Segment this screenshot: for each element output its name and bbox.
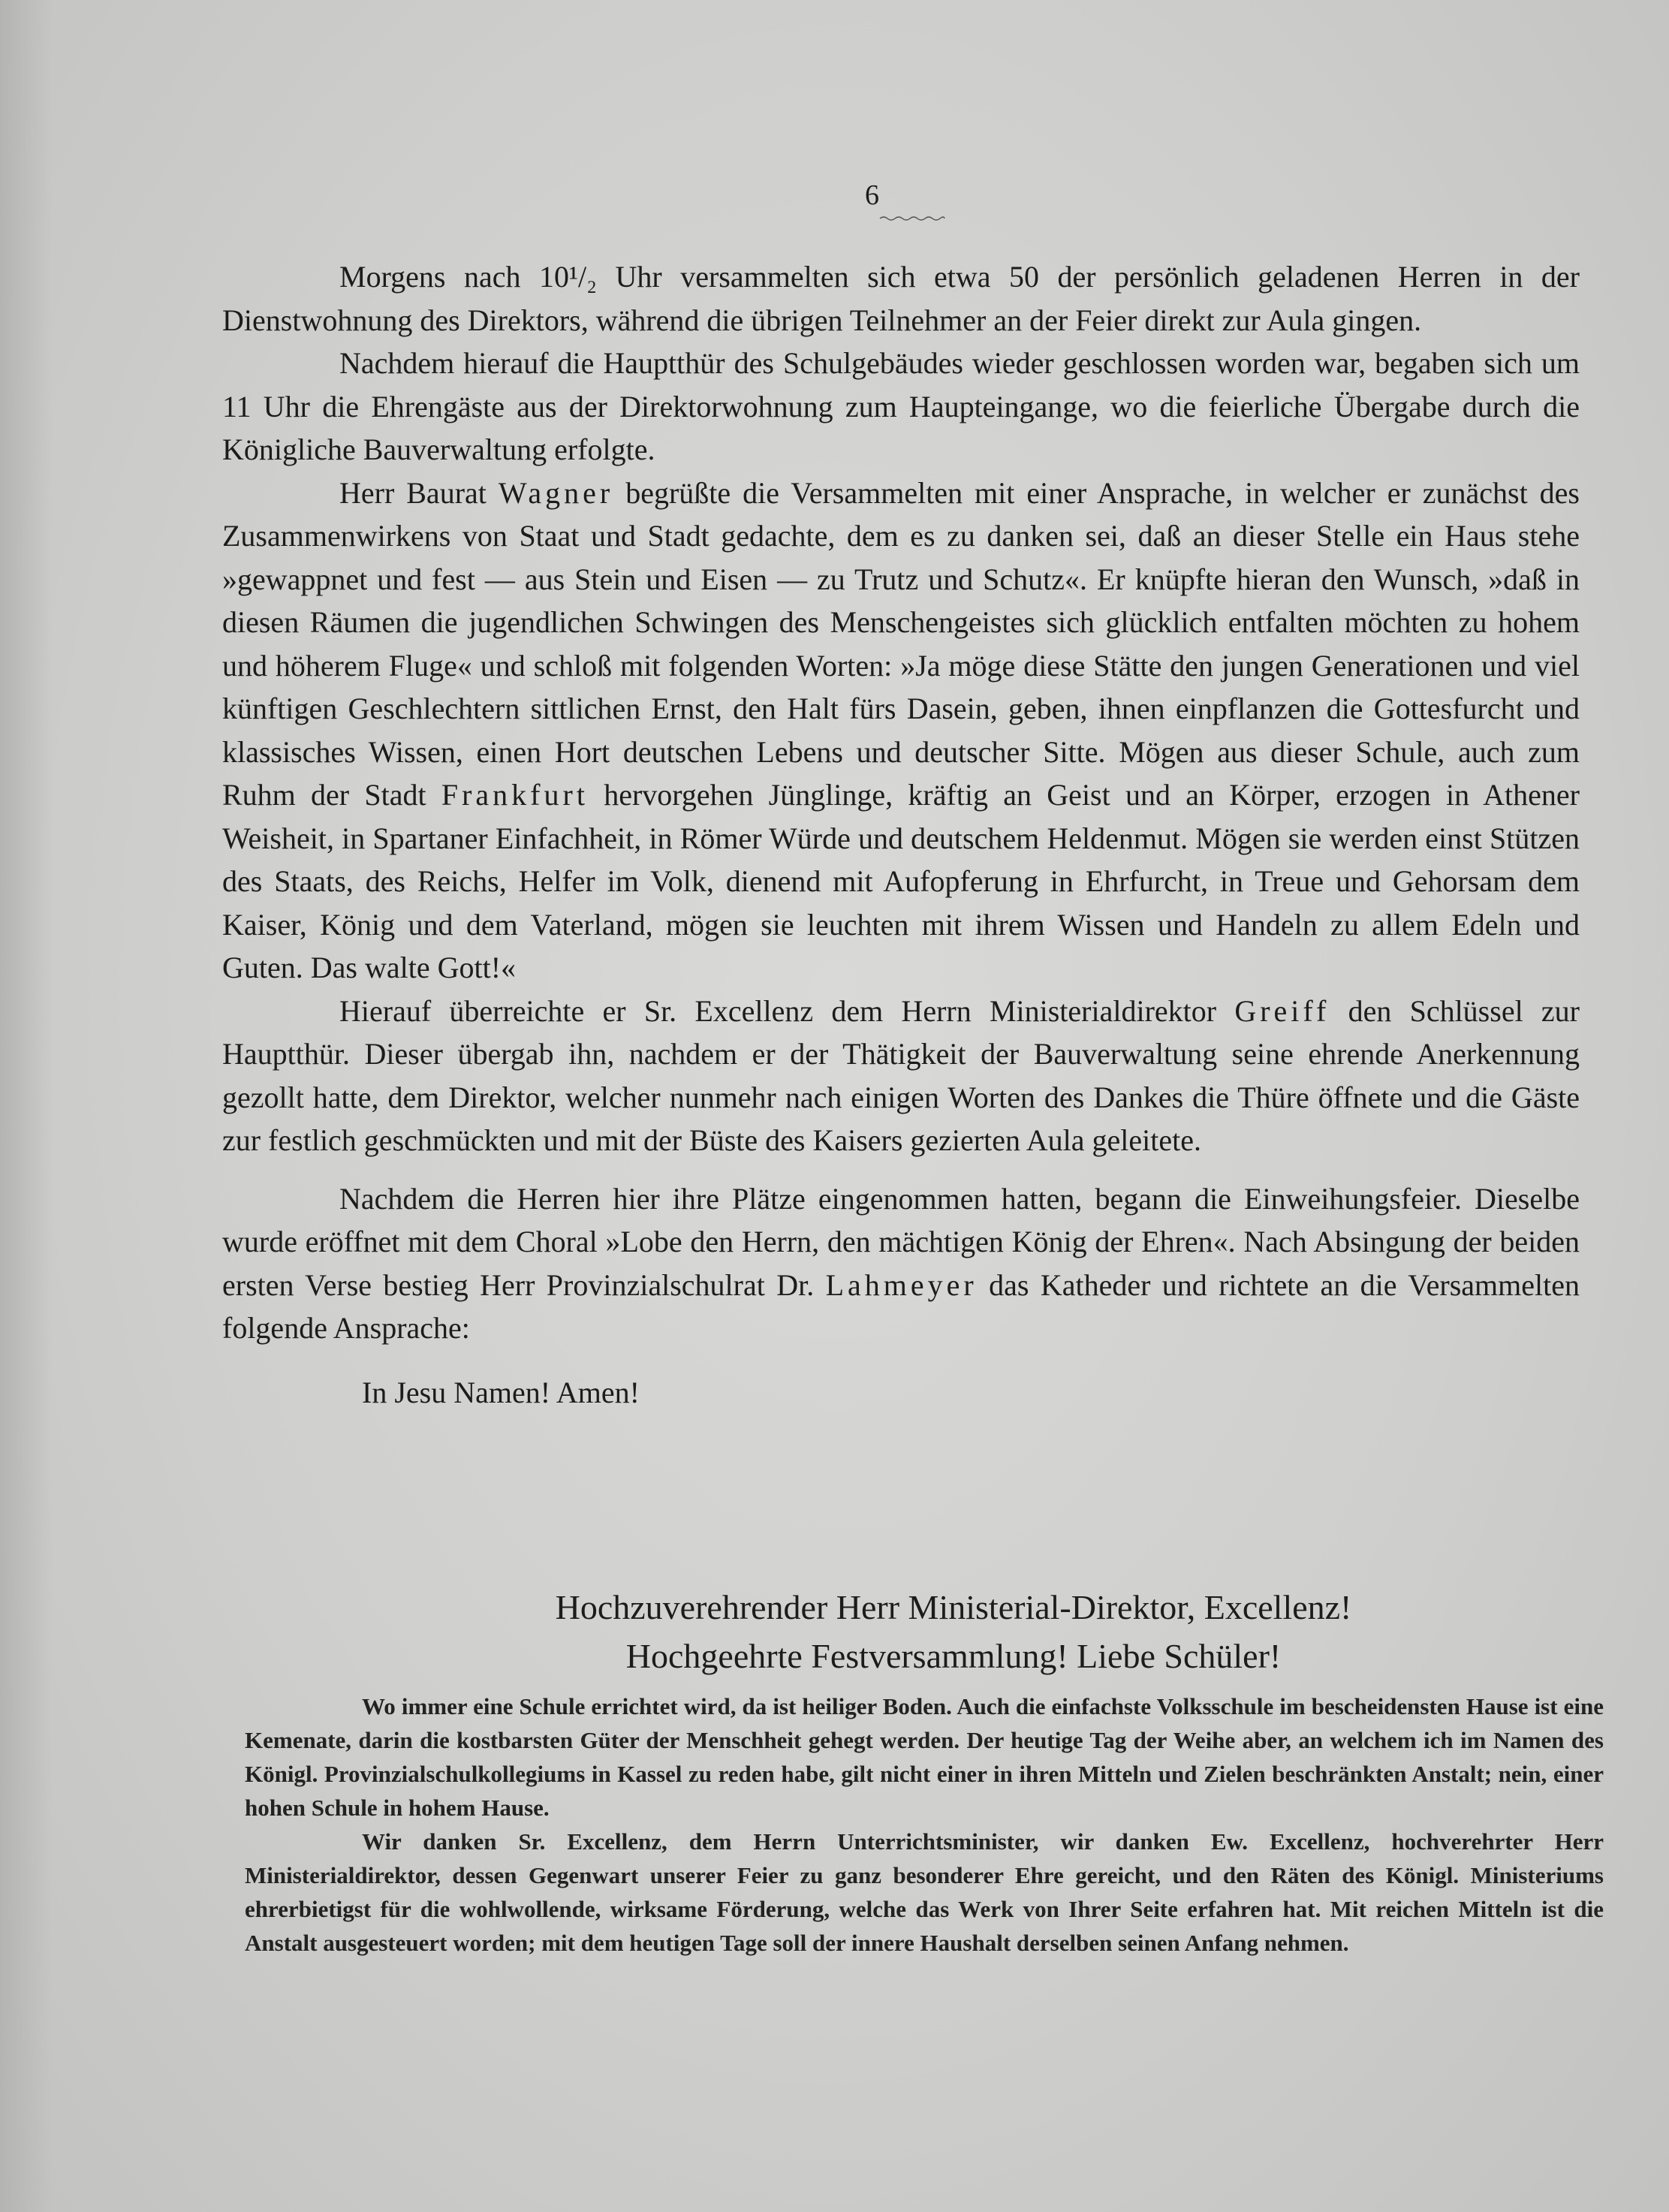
paragraph-baurat-speech — [222, 472, 1580, 990]
paragraph-morning-assembly: Morgens nach 10¹/₂ Uhr versammelten sich etwa 50 der persönlich geladenen Herren in der Dienstwohnung des Direktors, während die übrigen Teilnehmer an der Feier direkt zur Aula gingen. — [222, 260, 1580, 337]
person-name-wagner: Wagner — [498, 475, 614, 510]
speech-paragraph-2: Wir danken Sr. Excellenz, dem Herrn Unterrichtsminister, wir danken Ew. Excellenz, hochverehrter Herr Ministerialdirektor, dessen Gegenwart unserer Feier zu ganz besonderer Ehre gereicht, und den Räten des Königl. Ministeriums ehrerbietigst für die wohlwollende, wirksame Förderung, welche das Werk von Ihrer Seite erfahren hat. Mit reichen Mitteln ist die Anstalt ausgesteuert worden; mit dem heutigen Tage soll der innere Haushalt derselben seinen Anfang nehmen. — [245, 1828, 1604, 1956]
page-number-ornament — [878, 215, 946, 222]
page-number: 6 — [865, 179, 879, 211]
paragraph-text: Herr Baurat — [339, 475, 499, 510]
body-text — [222, 255, 1580, 1414]
paragraph-text: das Katheder und richtete an die Versammelten folgende Ansprache: — [222, 1267, 1580, 1345]
paragraph-text: begrüßte die Versammelten mit einer Ansprache, in welcher er zunächst des Zusammenwirkens von Staat und Stadt gedachte, dem es zu danken sei, daß an dieser Stelle ein Haus stehe »gewappnet und fest — aus Stein und Eisen — zu Trutz und Schutz«. Er knüpfte hieran den Wunsch, »daß in diesen Räumen die jugendlichen Schwingen des Menschengeistes sich glücklich entfalten möchten zu hohem und höherem Fluge« und schloß mit folgenden Worten: »Ja möge diese Stätte den jungen Generationen und viel künftigen Geschlechtern sittlichen Ernst, den Halt fürs Dasein, geben, ihnen einpflanzen die Gottesfurcht und klassisches Wissen, einen Hort deutschen Lebens und deutscher Sitte. Mögen aus dieser Schule, auch zum Ruhm der Stadt — [222, 475, 1580, 812]
paragraph-text: den Schlüssel zur Hauptthür. Dieser übergab ihn, nachdem er der Thätigkeit der Bauverwaltung seine ehrende Anerkennung gezollt hatte, dem Direktor, welcher nunmehr nach einigen Worten des Dankes die Thüre öffnete und die Gäste zur festlich geschmückten und mit der Büste des Kaisers gezierten Aula geleitete. — [222, 993, 1580, 1157]
speech-paragraph-1: Wo immer eine Schule errichtet wird, da ist heiliger Boden. Auch die einfachste Volksschule im bescheidensten Hause ist eine Kemenate, darin die kostbarsten Güter der Menschheit gehegt werden. Der heutige Tag der Weihe aber, an welchem ich im Namen des Königl. Provinzialschulkollegiums in Kassel zu reden habe, gilt nicht einer in ihren Mitteln und Zielen beschränkten Anstalt; nein, einer hohen Schule in hohem Hause. — [245, 1693, 1604, 1821]
paragraph-text: hervorgehen Jünglinge, kräftig an Geist und an Körper, erzogen in Athener Weisheit, in Spartaner Einfachheit, in Römer Würde und deutschem Heldenmut. Mögen sie werden einst Stützen des Staats, des Reichs, Helfer im Volk, dienend mit Aufopferung in Ehrfurcht, in Treue und Gehorsam dem Kaiser, König und dem Vaterland, mögen sie leuchten mit ihrem Wissen und Handeln zu allem Edeln und Guten. Das walte Gott!« — [222, 778, 1580, 984]
paragraph-key-handover — [222, 990, 1580, 1162]
speech-text — [245, 1689, 1604, 1960]
speech-address — [222, 1583, 1580, 1680]
person-name-greiff: Greiff — [1234, 993, 1330, 1028]
city-name-frankfurt: Frankfurt — [441, 778, 589, 812]
paragraph-text: Hierauf überreichte er Sr. Excellenz dem Herrn Ministerialdirektor — [339, 993, 1235, 1028]
greeting-line: In Jesu Namen! Amen! — [362, 1375, 640, 1409]
address-line-2: Hochgeehrte Festversammlung! Liebe Schüler! — [625, 1637, 1282, 1675]
paragraph-consecration — [222, 1177, 1580, 1350]
address-line-1: Hochzuverehrender Herr Ministerial-Direktor, Excellenz! — [555, 1588, 1352, 1626]
paragraph-handover: Nachdem hierauf die Hauptthür des Schulgebäudes wieder geschlossen worden war, begaben sich um 11 Uhr die Ehrengäste aus der Direktorwohnung zum Haupteingange, wo die feierliche Übergabe durch die Königliche Bauverwaltung erfolgte. — [222, 346, 1580, 466]
paragraph-text: Nachdem die Herren hier ihre Plätze eingenommen hatten, begann die Einweihungsfeier. Dieselbe wurde eröffnet mit dem Choral »Lobe den Herrn, den mächtigen König der Ehren«. Nach Absingung der beiden ersten Verse bestieg Herr Provinzialschulrat Dr. — [222, 1181, 1580, 1302]
person-name-lahmeyer: Lahmeyer — [825, 1267, 978, 1302]
